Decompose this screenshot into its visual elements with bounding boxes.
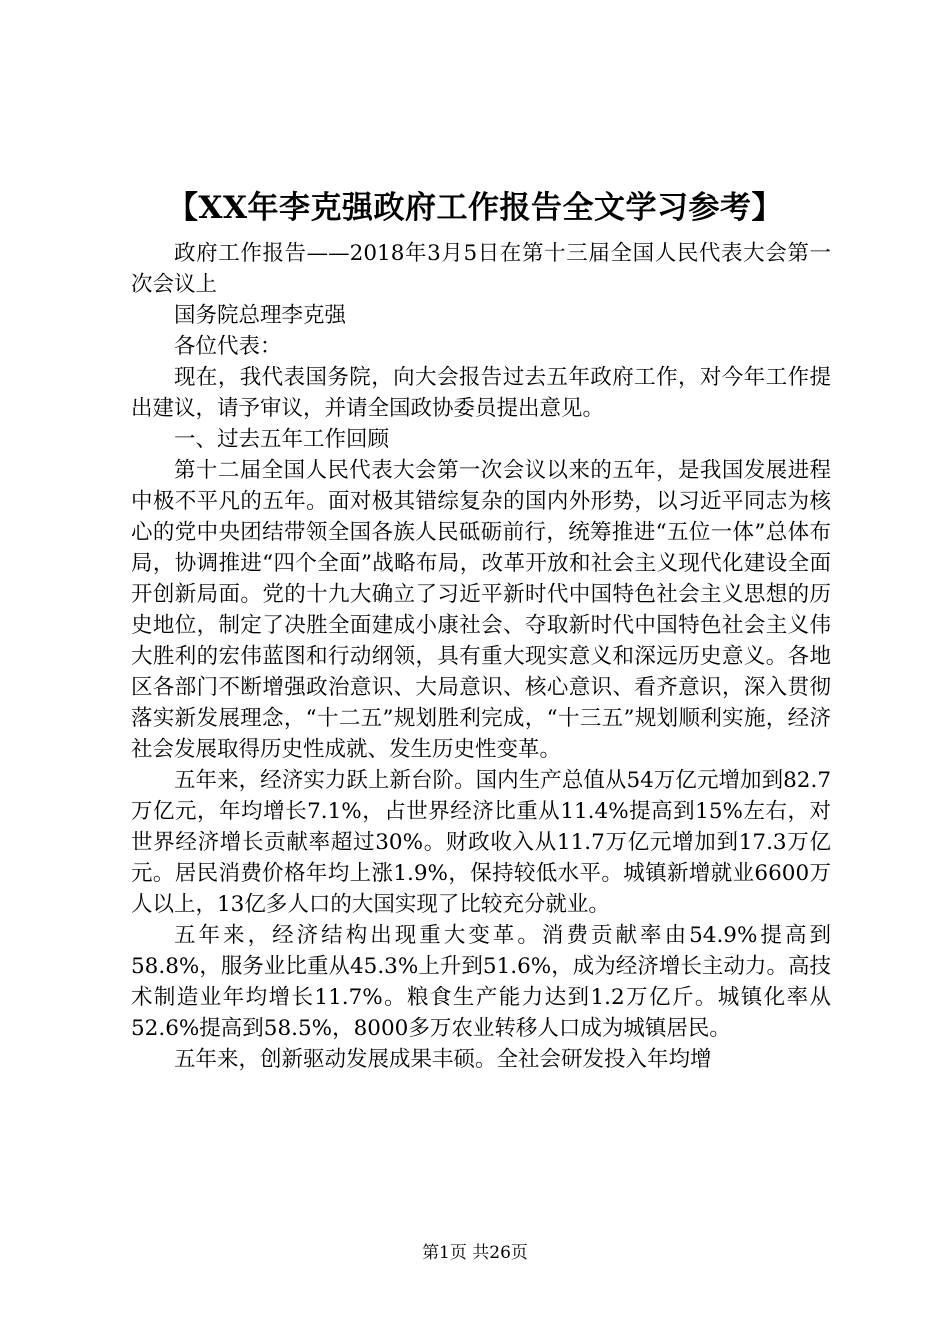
paragraph-intro: 现在，我代表国务院，向大会报告过去五年政府工作，对今年工作提出建议，请予审议，并请全国政协委员提出意见。 bbox=[131, 365, 831, 421]
page-number-footer: 第1页 共26页 bbox=[422, 1243, 528, 1263]
document-body bbox=[131, 238, 831, 1075]
document-title: 【XX年李克强政府工作报告全文学习参考】 bbox=[166, 190, 784, 226]
paragraph-economic-strength: 五年来，经济实力跃上新台阶。国内生产总值从54万亿元增加到82.7万亿元，年均增长7.1%，占世界经济比重从11.4%提高到15%左右，对世界经济增长贡献率超过30%。财政收入从11.7万亿元增加到17.3万亿元。居民消费价格年均上涨1.9%，保持较低水平。城镇新增就业6600万人以上，13亿多人口的大国实现了比较充分就业。 bbox=[131, 768, 831, 917]
paragraph-innovation: 五年来，创新驱动发展成果丰硕。全社会研发投入年均增 bbox=[174, 1047, 712, 1072]
paragraph-economic-structure: 五年来，经济结构出现重大变革。消费贡献率由54.9%提高到58.8%，服务业比重从45.3%上升到51.6%，成为经济增长主动力。高技术制造业年均增长11.7%。粮食生产能力达到1.2万亿斤。城镇化率从52.6%提高到58.5%，8000多万农业转移人口成为城镇居民。 bbox=[131, 923, 831, 1041]
paragraph-five-years: 第十二届全国人民代表大会第一次会议以来的五年，是我国发展进程中极不平凡的五年。面对极其错综复杂的国内外形势，以习近平同志为核心的党中央团结带领全国各族人民砥砺前行，统筹推进“五位一体”总体布局，协调推进“四个全面”战略布局，改革开放和社会主义现代化建设全面开创新局面。党的十九大确立了习近平新时代中国特色社会主义思想的历史地位，制定了决胜全面建成小康社会、夺取新时代中国特色社会主义伟大胜利的宏伟蓝图和行动纲领，具有重大现实意义和深远历史意义。各地区各部门不断增强政治意识、大局意识、核心意识、看齐意识，深入贯彻落实新发展理念，“十二五”规划胜利完成，“十三五”规划顺利实施，经济社会发展取得历史性成就、发生历史性变革。 bbox=[131, 458, 831, 762]
paragraph-report-heading: 政府工作报告——2018年3月5日在第十三届全国人民代表大会第一次会议上 bbox=[131, 241, 831, 297]
paragraph-speaker: 国务院总理李克强 bbox=[174, 303, 347, 328]
paragraph-salutation: 各位代表： bbox=[174, 334, 282, 359]
section-heading-review: 一、过去五年工作回顾 bbox=[174, 427, 390, 452]
